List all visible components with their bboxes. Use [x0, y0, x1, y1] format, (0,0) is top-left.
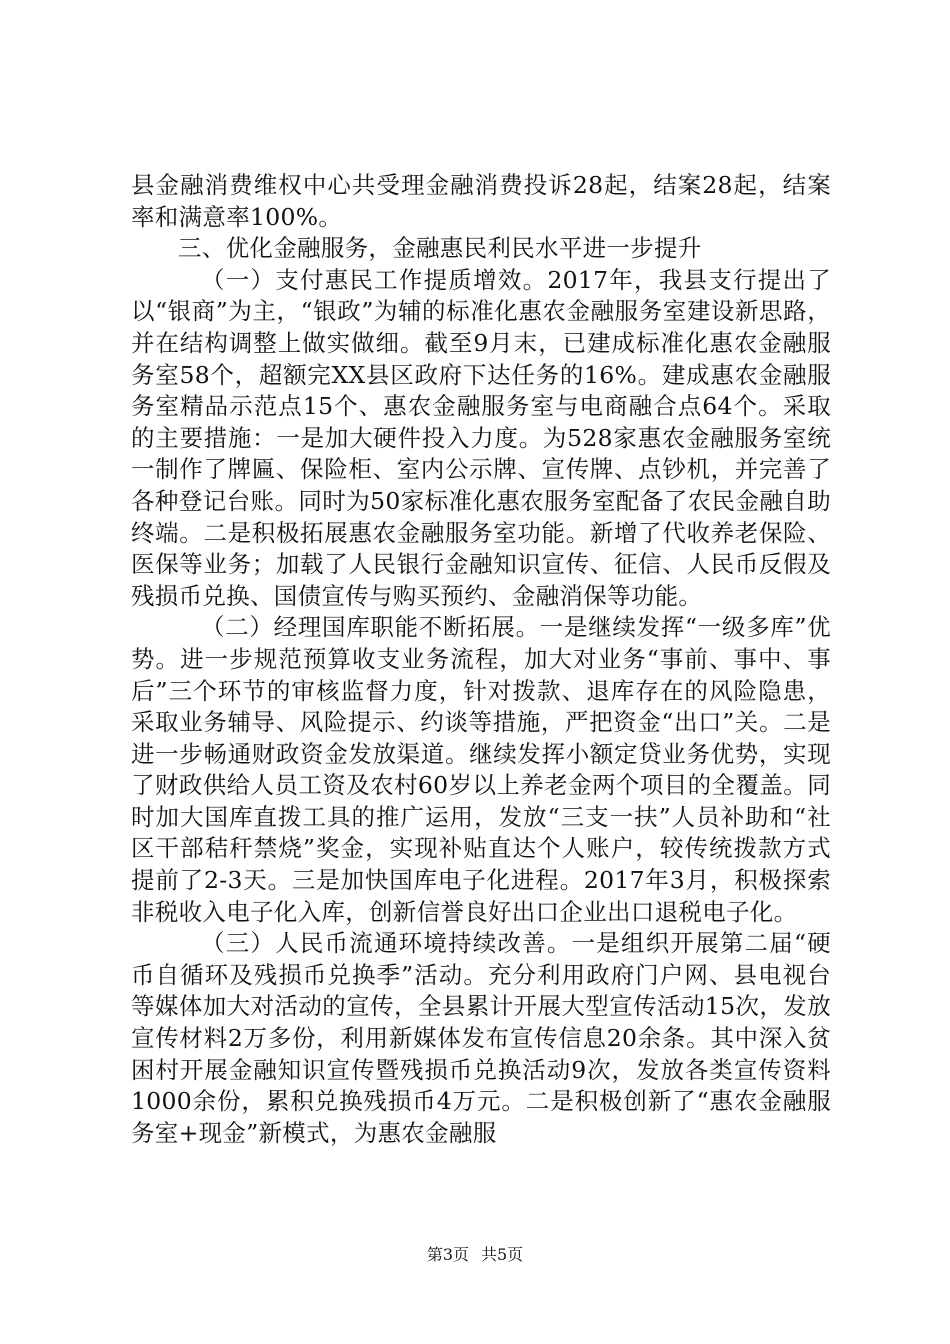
page-footer	[0, 1245, 950, 1265]
document-body	[131, 170, 831, 1149]
section-heading: 三、优化金融服务，金融惠民利民水平进一步提升	[178, 234, 702, 263]
page-number: 第3页	[426, 1245, 469, 1264]
paragraph-currency: （三）人民币流通环境持续改善。一是组织开展第二届“硬币自循环及残损币兑换季”活动。充分利用政府门户网、县电视台等媒体加大对活动的宣传，全县累计开展大型宣传活动15次，发放宣传材料2万多份，利用新媒体发布宣传信息20余条。其中深入贫困村开展金融知识宣传暨残损币兑换活动9次，发放各类宣传资料1000余份，累积兑换残损币4万元。二是积极创新了“惠农金融服务室+现金”新模式，为惠农金融服	[131, 929, 831, 1147]
paragraph-payment: （一）支付惠民工作提质增效。2017年，我县支行提出了以“银商”为主，“银政”为辅的标准化惠农金融服务室建设新思路，并在结构调整上做实做细。截至9月末，已建成标准化惠农金融服务室58个，超额完XX县区政府下达任务的16%。建成惠农金融服务室精品示范点15个、惠农金融服务室与电商融合点64个。采取的主要措施：一是加大硬件投入力度。为528家惠农金融服务室统一制作了牌匾、保险柜、室内公示牌、宣传牌、点钞机，并完善了各种登记台账。同时为50家标准化惠农服务室配备了农民金融自助终端。二是积极拓展惠农金融服务室功能。新增了代收养老保险、医保等业务；加载了人民银行金融知识宣传、征信、人民币反假及残损币兑换、国债宣传与购买预约、金融消保等功能。	[131, 265, 831, 610]
paragraph-treasury: （二）经理国库职能不断拓展。一是继续发挥“一级多库”优势。进一步规范预算收支业务流程，加大对业务“事前、事中、事后”三个环节的审核监督力度，针对拨款、退库存在的风险隐患，采取业务辅导、风险提示、约谈等措施，严把资金“出口”关。二是进一步畅通财政资金发放渠道。继续发挥小额定贷业务优势，实现了财政供给人员工资及农村60岁以上养老金两个项目的全覆盖。同时加大国库直拨工具的推广运用，发放“三支一扶”人员补助和“社区干部秸秆禁烧”奖金，实现补贴直达个人账户，较传统拨款方式提前了2-3天。三是加快国库电子化进程。2017年3月，积极探索非税收入电子化入库，创新信誉良好出口企业出口退税电子化。	[131, 613, 831, 926]
paragraph-continuation: 县金融消费维权中心共受理金融消费投诉28起，结案28起，结案率和满意率100%。	[131, 171, 831, 231]
page-total: 共5页	[481, 1245, 524, 1264]
